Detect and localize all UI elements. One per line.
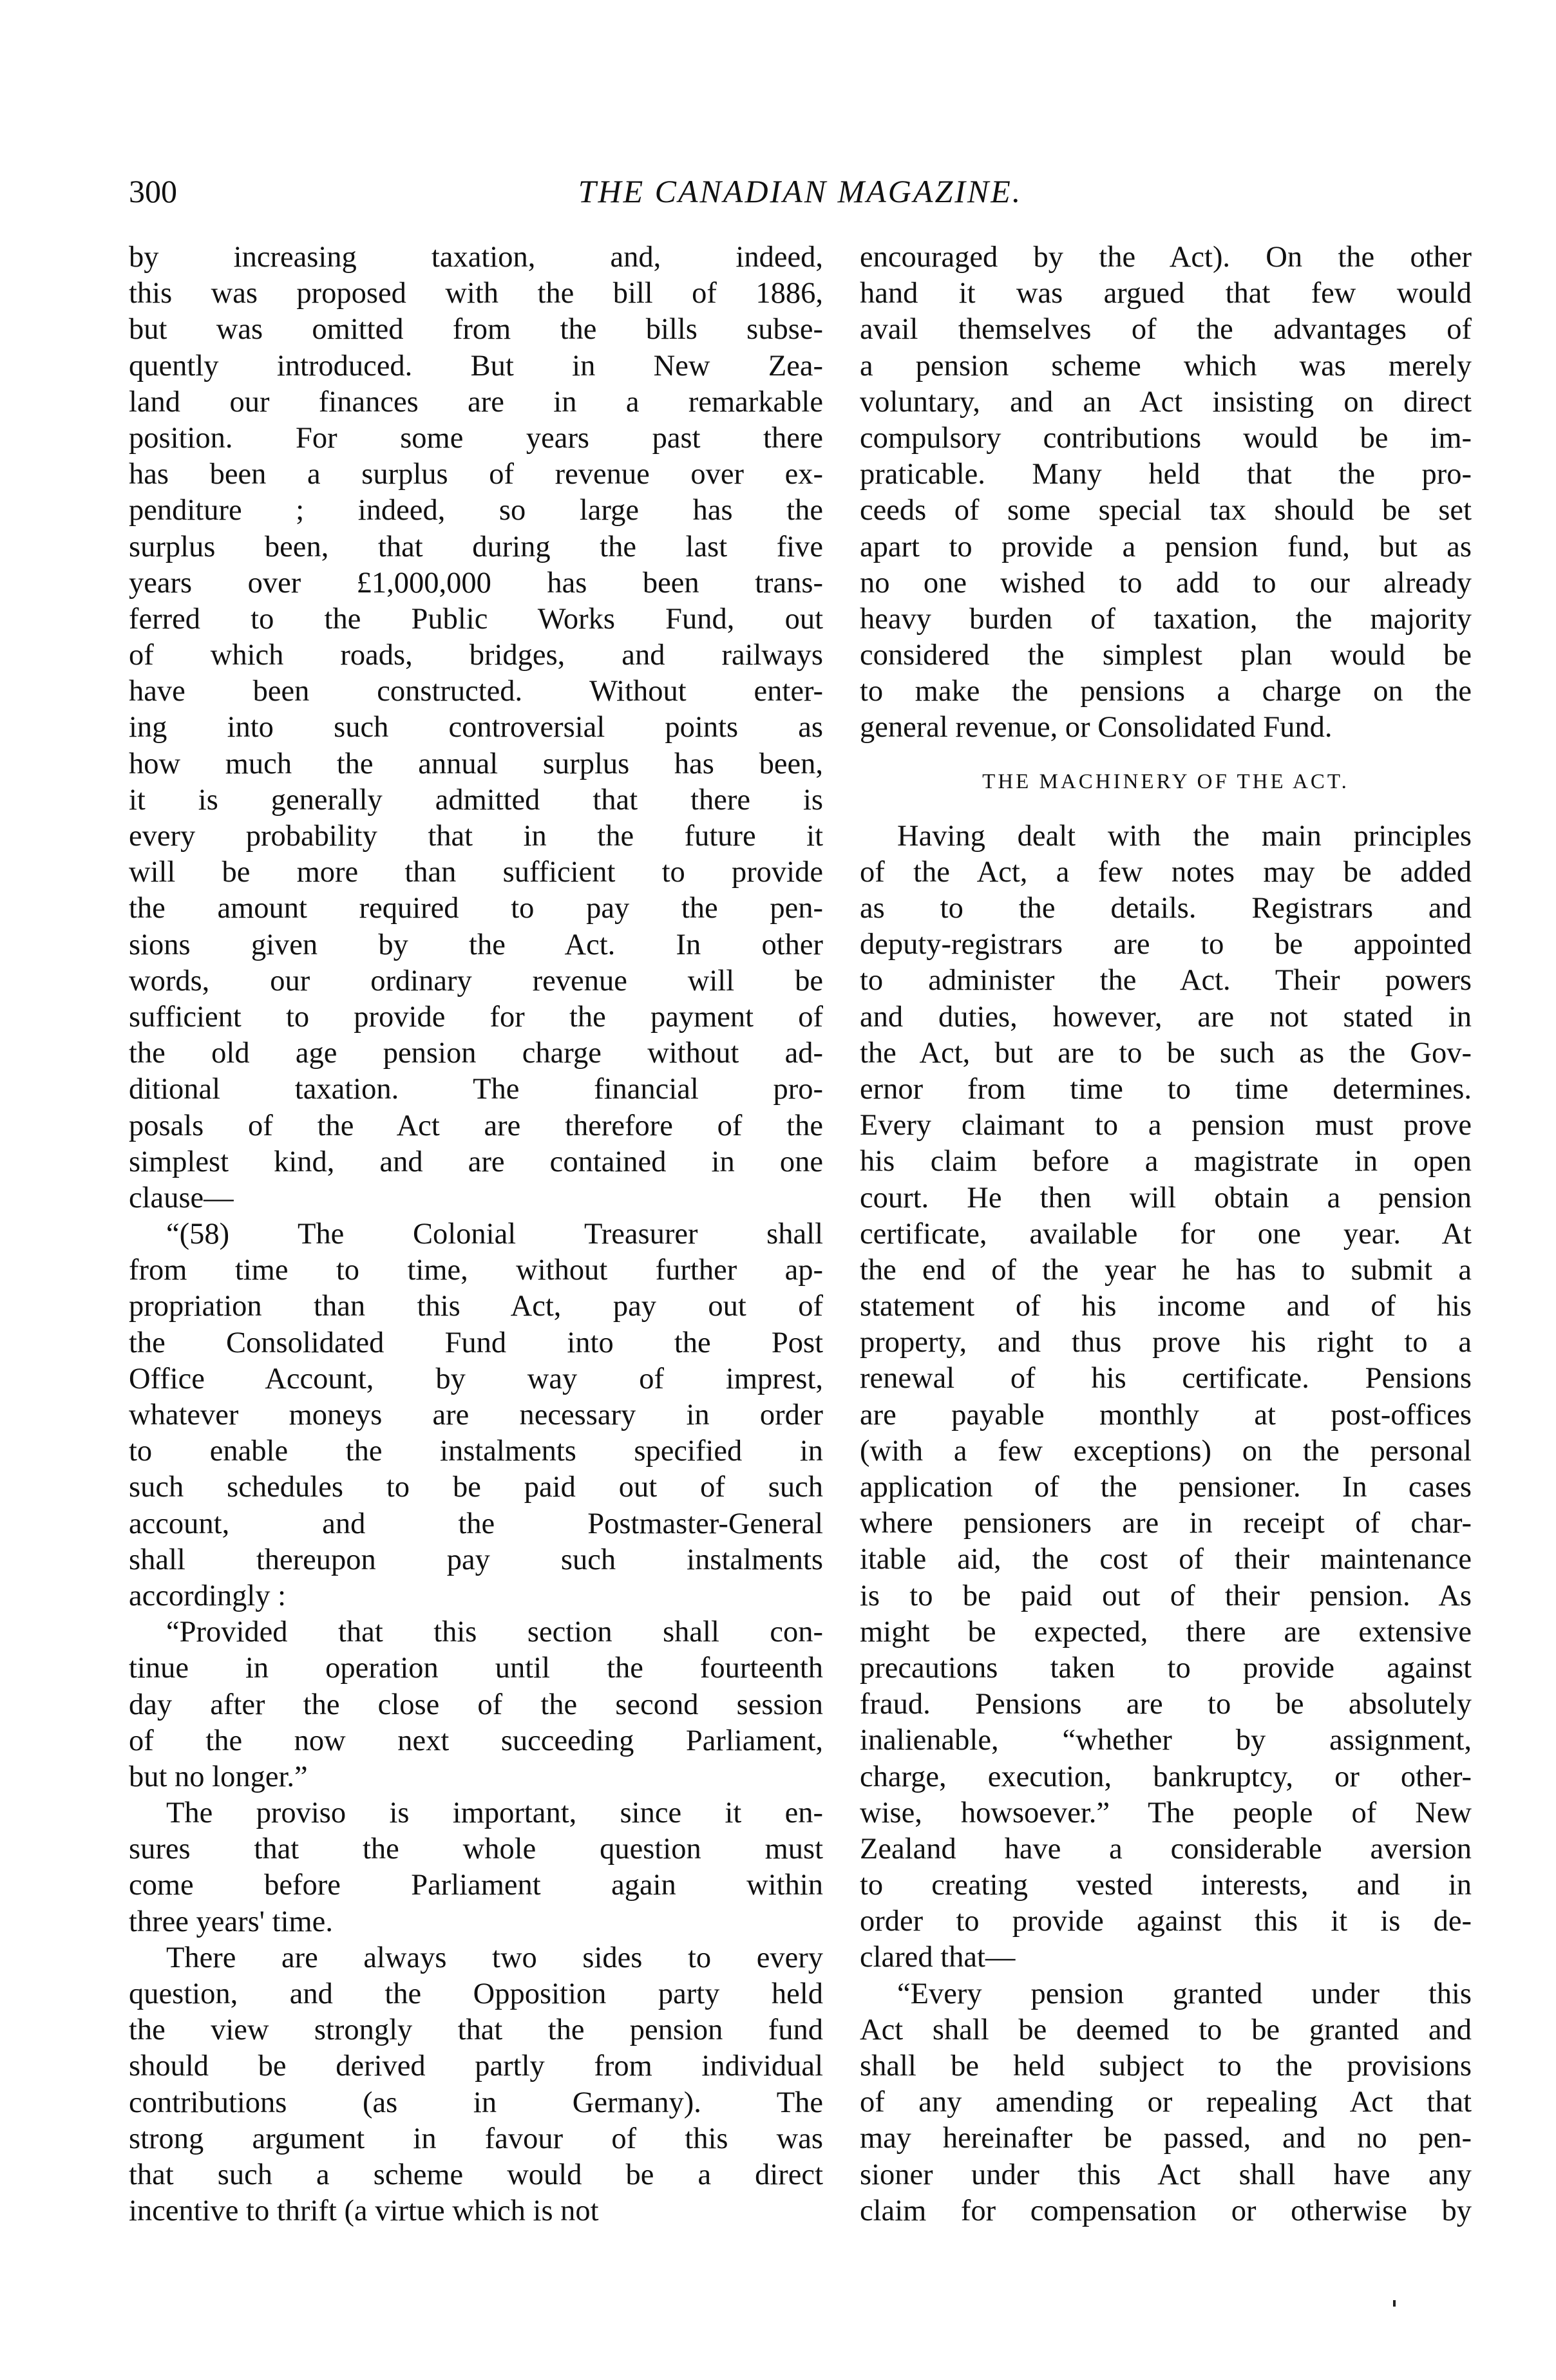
text-line: sures that the whole question must [129, 1833, 823, 1866]
text-line: the amount required to pay the pen- [129, 892, 823, 925]
text-line: sioner under this Act shall have any [860, 2158, 1472, 2191]
text-line: quently introduced. But in New Zea- [129, 349, 823, 382]
text-line: clause— [129, 1181, 234, 1214]
text-line: Office Account, by way of imprest, [129, 1362, 823, 1395]
text-line: encouraged by the Act). On the other [860, 241, 1472, 274]
text-line: ernor from time to time determines. [860, 1072, 1472, 1106]
text-line: hand it was argued that few would [860, 277, 1472, 310]
text-line: Every claimant to a pension must prove [860, 1109, 1472, 1142]
text-line: to enable the instalments specified in [129, 1435, 823, 1468]
text-line: certificate, available for one year. At [860, 1217, 1472, 1251]
text-line: to creating vested interests, and in [860, 1869, 1472, 1902]
text-line: “Provided that this section shall con- [166, 1616, 823, 1649]
text-line: should be derived partly from individual [129, 2050, 823, 2083]
text-line: by increasing taxation, and, indeed, [129, 241, 823, 274]
text-line: property, and thus prove his right to a [860, 1326, 1472, 1359]
text-line: shall thereupon pay such instalments [129, 1543, 823, 1576]
text-line: years over £1,000,000 has been trans- [129, 566, 823, 600]
text-line: strong argument in favour of this was [129, 2122, 823, 2155]
text-line: it is generally admitted that there is [129, 783, 823, 817]
text-line: application of the pensioner. In cases [860, 1471, 1472, 1504]
text-line: fraud. Pensions are to be absolutely [860, 1688, 1472, 1721]
text-line: the view strongly that the pension fund [129, 2014, 823, 2047]
text-line: question, and the Opposition party held [129, 1978, 823, 2010]
text-line: day after the close of the second session [129, 1688, 823, 1721]
text-line: the Act, but are to be such as the Gov- [860, 1036, 1472, 1070]
text-line: clared that— [860, 1941, 1016, 1974]
right-column [860, 240, 1472, 2229]
text-line: Act shall be deemed to be granted and [860, 2013, 1472, 2046]
text-line: incentive to thrift (a virtue which is not [129, 2195, 599, 2228]
text-line: accordingly : [129, 1579, 287, 1612]
text-line: has been a surplus of revenue over ex- [129, 458, 823, 491]
text-line: his claim before a magistrate in open [860, 1145, 1472, 1178]
text-line: but was omitted from the bills subse- [129, 313, 823, 346]
text-line: order to provide against this it is de- [860, 1905, 1472, 1938]
text-line: inalienable, “whether by assignment, [860, 1724, 1472, 1757]
page-number: 300 [129, 173, 177, 209]
text-line: praticable. Many held that the pro- [860, 458, 1472, 491]
text-line: a pension scheme which was merely [860, 349, 1472, 382]
text-line: sufficient to provide for the payment of [129, 1000, 823, 1034]
text-line: will be more than sufficient to provide [129, 856, 823, 889]
text-line: of which roads, bridges, and railways [129, 639, 823, 672]
text-line: statement of his income and of his [860, 1290, 1472, 1323]
text-line: itable aid, the cost of their maintenance [860, 1543, 1472, 1576]
text-line: posals of the Act are therefore of the [129, 1109, 823, 1142]
running-title: THE CANADIAN MAGAZINE. [578, 173, 1023, 209]
text-line: to make the pensions a charge on the [860, 675, 1472, 708]
text-line: wise, howsoever.” The people of New [860, 1796, 1472, 1829]
text-line: to administer the Act. Their powers [860, 964, 1472, 997]
text-line: come before Parliament again within [129, 1869, 823, 1902]
text-line: deputy-registrars are to be appointed [860, 928, 1472, 961]
text-line: general revenue, or Consolidated Fund. [860, 711, 1333, 744]
text-line: may hereinafter be passed, and no pen- [860, 2122, 1472, 2155]
text-line: might be expected, there are extensive [860, 1615, 1472, 1648]
text-line: this was proposed with the bill of 1886, [129, 277, 823, 310]
text-line: tinue in operation until the fourteenth [129, 1652, 823, 1685]
text-line: avail themselves of the advantages of [860, 313, 1472, 346]
text-line: such schedules to be paid out of such [129, 1471, 823, 1504]
text-line: where pensioners are in receipt of char- [860, 1507, 1472, 1540]
text-line: (with a few exceptions) on the personal [860, 1434, 1472, 1468]
text-line: considered the simplest plan would be [860, 639, 1472, 672]
text-line: that such a scheme would be a direct [129, 2158, 823, 2191]
text-line: Having dealt with the main principles [897, 819, 1472, 853]
text-line: ceeds of some special tax should be set [860, 494, 1472, 527]
text-line: land our finances are in a remarkable [129, 385, 823, 419]
text-line: is to be paid out of their pension. As [860, 1579, 1472, 1612]
text-line: shall be held subject to the provisions [860, 2050, 1472, 2082]
text-line: “Every pension granted under this [897, 1977, 1472, 2010]
text-line: renewal of his certificate. Pensions [860, 1362, 1472, 1395]
text-line: as to the details. Registrars and [860, 892, 1472, 925]
section-heading: THE MACHINERY OF THE ACT. [982, 770, 1349, 793]
text-line: the Consolidated Fund into the Post [129, 1326, 823, 1359]
text-line: are payable monthly at post-offices [860, 1398, 1472, 1431]
text-line: from time to time, without further ap- [129, 1254, 823, 1287]
text-line: surplus been, that during the last five [129, 530, 823, 563]
text-line: voluntary, and an Act insisting on direct [860, 385, 1472, 419]
text-line: but no longer.” [129, 1760, 308, 1793]
text-line: The proviso is important, since it en- [166, 1797, 823, 1830]
text-line: precautions taken to provide against [860, 1651, 1472, 1685]
text-line: claim for compensation or otherwise by [860, 2194, 1472, 2227]
text-line: ditional taxation. The financial pro- [129, 1073, 823, 1106]
text-line: apart to provide a pension fund, but as [860, 530, 1472, 563]
text-line: ferred to the Public Works Fund, out [129, 602, 823, 636]
text-line: every probability that in the future it [129, 820, 823, 853]
text-line: the old age pension charge without ad- [129, 1037, 823, 1070]
text-line: account, and the Postmaster-General [129, 1507, 823, 1540]
text-line: heavy burden of taxation, the majority [860, 602, 1472, 636]
text-line: words, our ordinary revenue will be [129, 964, 823, 997]
text-line: “(58) The Colonial Treasurer shall [166, 1218, 823, 1251]
page-header [129, 169, 1472, 214]
text-line: of the now next succeeding Parliament, [129, 1724, 823, 1757]
left-column [129, 240, 823, 2229]
text-line: ing into such controversial points as [129, 711, 823, 744]
text-line: whatever moneys are necessary in order [129, 1399, 823, 1431]
text-line: of any amending or repealing Act that [860, 2086, 1472, 2119]
text-line: contributions (as in Germany). The [129, 2086, 823, 2119]
text-line: There are always two sides to every [166, 1941, 823, 1974]
print-speck [1393, 2300, 1396, 2307]
text-line: three years' time. [129, 1905, 333, 1938]
text-line: Zealand have a considerable aversion [860, 1832, 1472, 1865]
text-line: charge, execution, bankruptcy, or other- [860, 1760, 1472, 1793]
text-line: have been constructed. Without enter- [129, 675, 823, 708]
text-line: the end of the year he has to submit a [860, 1253, 1472, 1287]
text-line: and duties, however, are not stated in [860, 1000, 1472, 1034]
text-line: position. For some years past there [129, 421, 823, 455]
text-line: of the Act, a few notes may be added [860, 855, 1472, 889]
text-line: sions given by the Act. In other [129, 928, 823, 961]
text-line: simplest kind, and are contained in one [129, 1145, 823, 1178]
text-line: penditure ; indeed, so large has the [129, 494, 823, 527]
text-line: compulsory contributions would be im- [860, 421, 1472, 455]
text-line: court. He then will obtain a pension [860, 1181, 1472, 1214]
text-line: how much the annual surplus has been, [129, 747, 823, 780]
text-line: propriation than this Act, pay out of [129, 1290, 823, 1323]
text-line: no one wished to add to our already [860, 566, 1472, 600]
